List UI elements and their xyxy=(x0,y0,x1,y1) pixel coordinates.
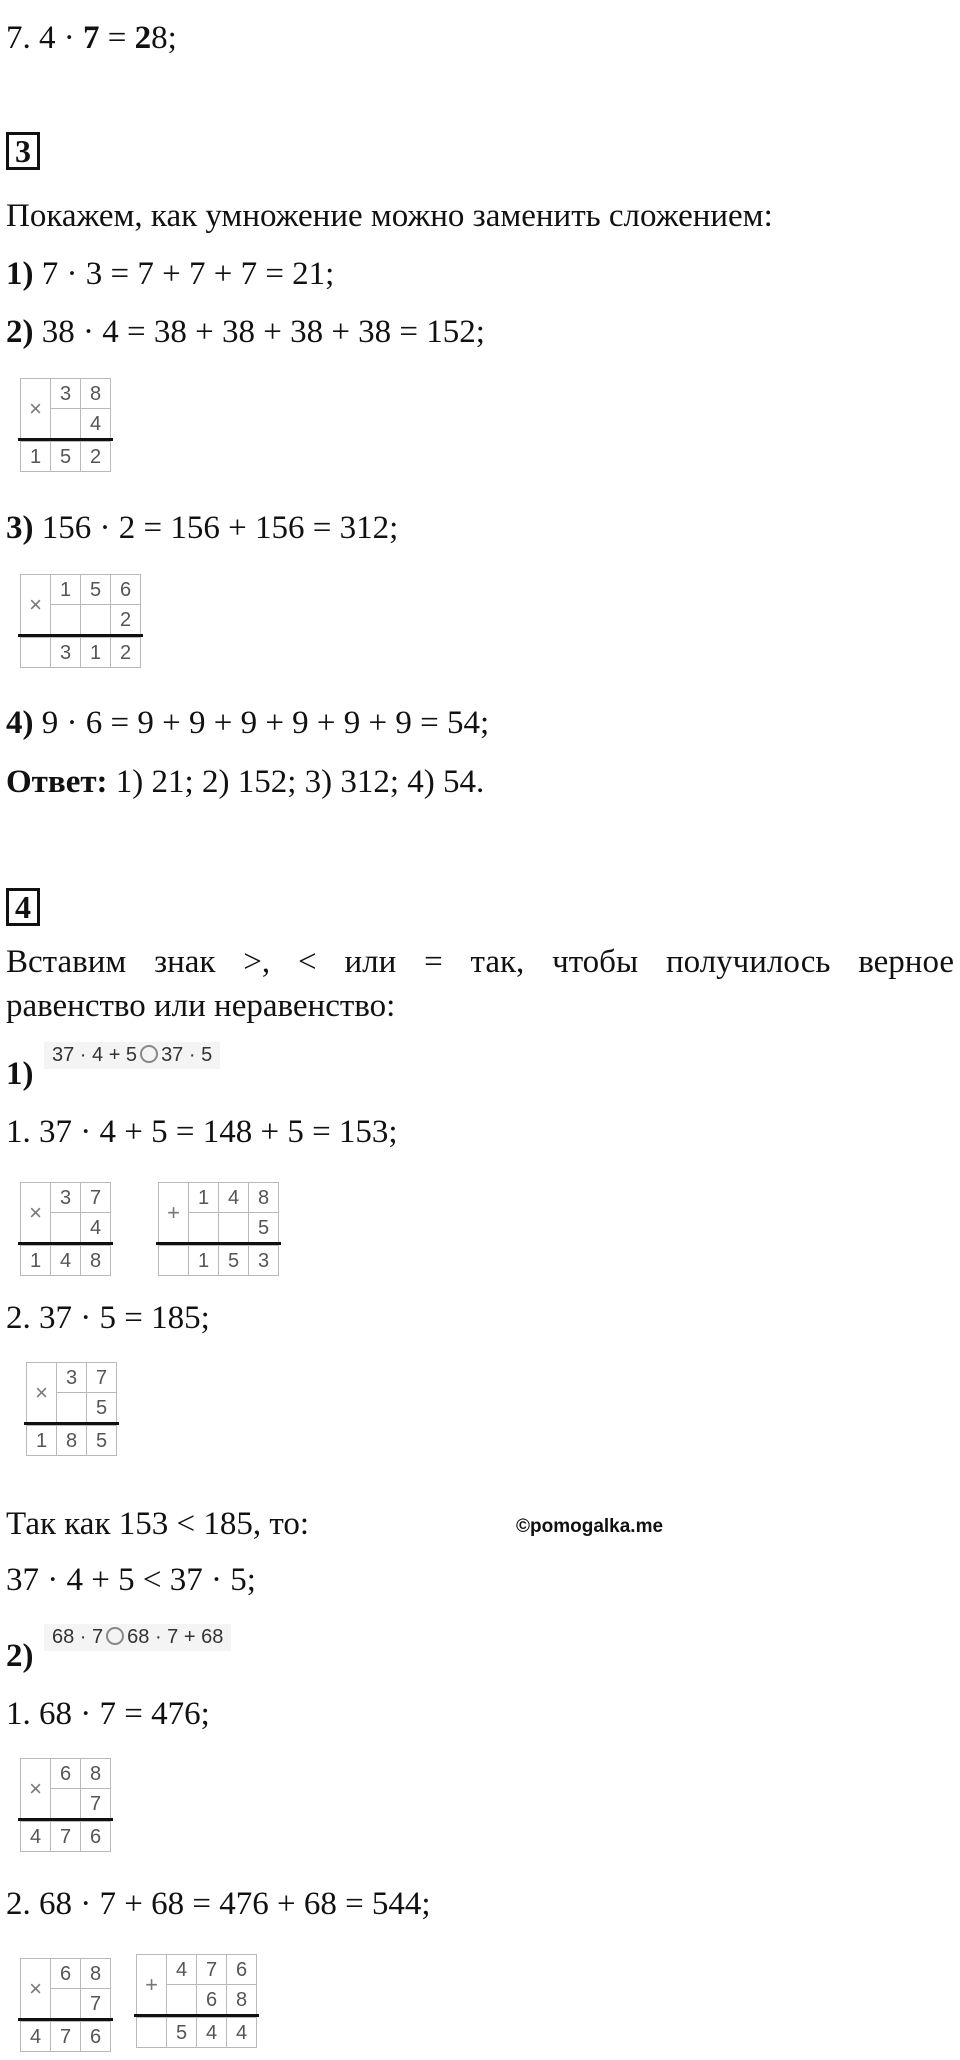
calc-digit-cell: 6 xyxy=(80,1821,111,1852)
calc-digit-cell: 5 xyxy=(80,574,111,605)
calc-digit-cell: 1 xyxy=(80,637,111,668)
task3-line-2 xyxy=(6,312,485,352)
calc-digit-cell xyxy=(50,604,81,635)
calc-result-line xyxy=(134,2014,259,2017)
calc-digit-cell: 5 xyxy=(248,1212,279,1243)
calc-digit-cell: 1 xyxy=(20,1245,51,1276)
calc-digit-cell xyxy=(56,1392,87,1423)
multiply-sign: × xyxy=(20,1958,51,2019)
item-number: 2) xyxy=(6,314,34,350)
comparison-expression-1 xyxy=(44,1042,220,1069)
calc-digit-cell: 1 xyxy=(188,1245,219,1276)
top-eq-bold: 2 xyxy=(134,20,152,56)
calc-result-line xyxy=(24,1422,119,1425)
calc-digit-cell xyxy=(158,1245,189,1276)
calc-digit-cell: 1 xyxy=(26,1425,57,1456)
calc-digit-cell: 4 xyxy=(226,2017,257,2048)
calc-digit-cell: 3 xyxy=(248,1245,279,1276)
task4-result-1: 37 · 4 + 5 < 37 · 5; xyxy=(6,1562,256,1598)
calc-digit-cell: 3 xyxy=(50,378,81,409)
calc-result-line xyxy=(18,634,143,637)
calc-digit-cell: 5 xyxy=(218,1245,249,1276)
calc-digit-cell: 8 xyxy=(80,1958,111,1989)
calc-digit-cell: 8 xyxy=(80,1245,111,1276)
calc-digit-cell: 5 xyxy=(166,2017,197,2048)
calc-digit-cell: 6 xyxy=(196,1984,227,2015)
calc-digit-cell: 4 xyxy=(80,1212,111,1243)
multiply-sign: × xyxy=(20,574,51,635)
calc-result-line xyxy=(18,1242,113,1245)
task4-intro-line1: Вставим знак >, < или = так, чтобы получилось верное xyxy=(6,944,954,980)
calc-digit-cell xyxy=(218,1212,249,1243)
calc-digit-cell: 5 xyxy=(86,1392,117,1423)
task3-intro: Покажем, как умножение можно заменить сложением: xyxy=(6,198,773,234)
top-eq-part: = xyxy=(99,20,135,56)
blank-circle-icon xyxy=(106,1627,124,1645)
calc-digit-cell: 7 xyxy=(86,1362,117,1393)
calc-digit-cell: 7 xyxy=(50,2021,81,2052)
calc-digit-cell: 2 xyxy=(110,604,141,635)
calc-digit-cell: 8 xyxy=(80,378,111,409)
calc-digit-cell: 6 xyxy=(226,1954,257,1985)
calc-digit-cell: 6 xyxy=(50,1758,81,1789)
calc-digit-cell: 4 xyxy=(20,2021,51,2052)
calc-digit-cell: 4 xyxy=(50,1245,81,1276)
calc-digit-cell: 2 xyxy=(80,441,111,472)
top-eq-bold: 7 xyxy=(83,20,100,56)
calc-digit-cell: 8 xyxy=(56,1425,87,1456)
task4-since: Так как 153 < 185, то: xyxy=(6,1506,309,1542)
watermark: ©pomogalka.me xyxy=(516,1516,664,1537)
calc-digit-cell: 2 xyxy=(110,637,141,668)
multiply-sign: × xyxy=(26,1362,57,1423)
calc-digit-cell xyxy=(50,1212,81,1243)
calc-digit-cell xyxy=(50,408,81,439)
calc-digit-cell: 7 xyxy=(80,1988,111,2019)
calc-result-line xyxy=(18,1818,113,1821)
calc-digit-cell: 8 xyxy=(80,1758,111,1789)
calc-digit-cell: 6 xyxy=(110,574,141,605)
item-number: 4) xyxy=(6,705,34,741)
calc-digit-cell xyxy=(20,637,51,668)
calc-digit-cell: 6 xyxy=(80,2021,111,2052)
task4-step-2: 2. 37 · 5 = 185; xyxy=(6,1300,210,1336)
task3-line-3 xyxy=(6,508,398,548)
task4-intro-line2: равенство или неравенство: xyxy=(6,988,396,1024)
calc-digit-cell: 4 xyxy=(80,408,111,439)
calc-digit-cell: 5 xyxy=(86,1425,117,1456)
item-text: 7 · 3 = 7 + 7 + 7 = 21; xyxy=(33,256,335,292)
calc-digit-cell xyxy=(136,2017,167,2048)
task3-line-4 xyxy=(6,703,489,743)
task3-answer xyxy=(6,762,484,802)
expr-left: 68 · 7 xyxy=(52,1626,104,1648)
item-text: 38 · 4 = 38 + 38 + 38 + 38 = 152; xyxy=(33,314,485,350)
item-text: 156 · 2 = 156 + 156 = 312; xyxy=(33,510,399,546)
calc-digit-cell xyxy=(50,1988,81,2019)
multiply-sign: × xyxy=(20,1758,51,1819)
part-2-label xyxy=(6,1636,34,1676)
top-equation xyxy=(6,18,177,58)
top-eq-part: 8; xyxy=(151,20,177,56)
item-number: 3) xyxy=(6,510,34,546)
calc-result-line xyxy=(156,1242,281,1245)
calc-digit-cell: 4 xyxy=(196,2017,227,2048)
calc-digit-cell: 7 xyxy=(196,1954,227,1985)
answer-text: 1) 21; 2) 152; 3) 312; 4) 54. xyxy=(107,764,485,800)
multiply-sign: × xyxy=(20,378,51,439)
item-number: 1) xyxy=(6,256,34,292)
calc-digit-cell: 3 xyxy=(50,637,81,668)
calc-digit-cell: 7 xyxy=(80,1182,111,1213)
calc-digit-cell: 8 xyxy=(248,1182,279,1213)
calc-digit-cell: 7 xyxy=(80,1788,111,1819)
calc-digit-cell: 4 xyxy=(20,1821,51,1852)
calc-digit-cell: 8 xyxy=(226,1984,257,2015)
item-number: 2) xyxy=(6,1638,34,1674)
task3-line-1 xyxy=(6,254,334,294)
expr-left: 37 · 4 + 5 xyxy=(52,1044,138,1066)
calc-digit-cell xyxy=(50,1788,81,1819)
multiply-sign: × xyxy=(20,1182,51,1243)
top-eq-part: 7. 4 · xyxy=(6,20,83,56)
calc-result-line xyxy=(18,2018,113,2021)
task4-step-3: 1. 68 · 7 = 476; xyxy=(6,1696,210,1732)
calc-digit-cell: 7 xyxy=(50,1821,81,1852)
expr-right: 68 · 7 + 68 xyxy=(127,1626,224,1648)
plus-sign: + xyxy=(158,1182,189,1243)
plus-sign: + xyxy=(136,1954,167,2015)
part-1-label xyxy=(6,1054,34,1094)
calc-digit-cell: 6 xyxy=(50,1958,81,1989)
answer-label: Ответ: xyxy=(6,764,108,800)
calc-digit-cell xyxy=(166,1984,197,2015)
comparison-expression-2 xyxy=(44,1624,231,1651)
calc-digit-cell xyxy=(188,1212,219,1243)
item-text: 9 · 6 = 9 + 9 + 9 + 9 + 9 + 9 = 54; xyxy=(33,705,490,741)
calc-digit-cell: 4 xyxy=(218,1182,249,1213)
calc-digit-cell: 1 xyxy=(188,1182,219,1213)
task-number-4: 4 xyxy=(6,888,40,926)
calc-digit-cell: 4 xyxy=(166,1954,197,1985)
task4-step-1: 1. 37 · 4 + 5 = 148 + 5 = 153; xyxy=(6,1114,398,1150)
calc-digit-cell: 3 xyxy=(50,1182,81,1213)
calc-digit-cell: 1 xyxy=(50,574,81,605)
calc-digit-cell xyxy=(80,604,111,635)
calc-digit-cell: 3 xyxy=(56,1362,87,1393)
calc-digit-cell: 5 xyxy=(50,441,81,472)
item-number: 1) xyxy=(6,1056,34,1092)
expr-right: 37 · 5 xyxy=(161,1044,213,1066)
task-number-3: 3 xyxy=(6,132,40,170)
calc-digit-cell: 1 xyxy=(20,441,51,472)
task4-step-4: 2. 68 · 7 + 68 = 476 + 68 = 544; xyxy=(6,1886,431,1922)
blank-circle-icon xyxy=(140,1045,158,1063)
calc-result-line xyxy=(18,438,113,441)
